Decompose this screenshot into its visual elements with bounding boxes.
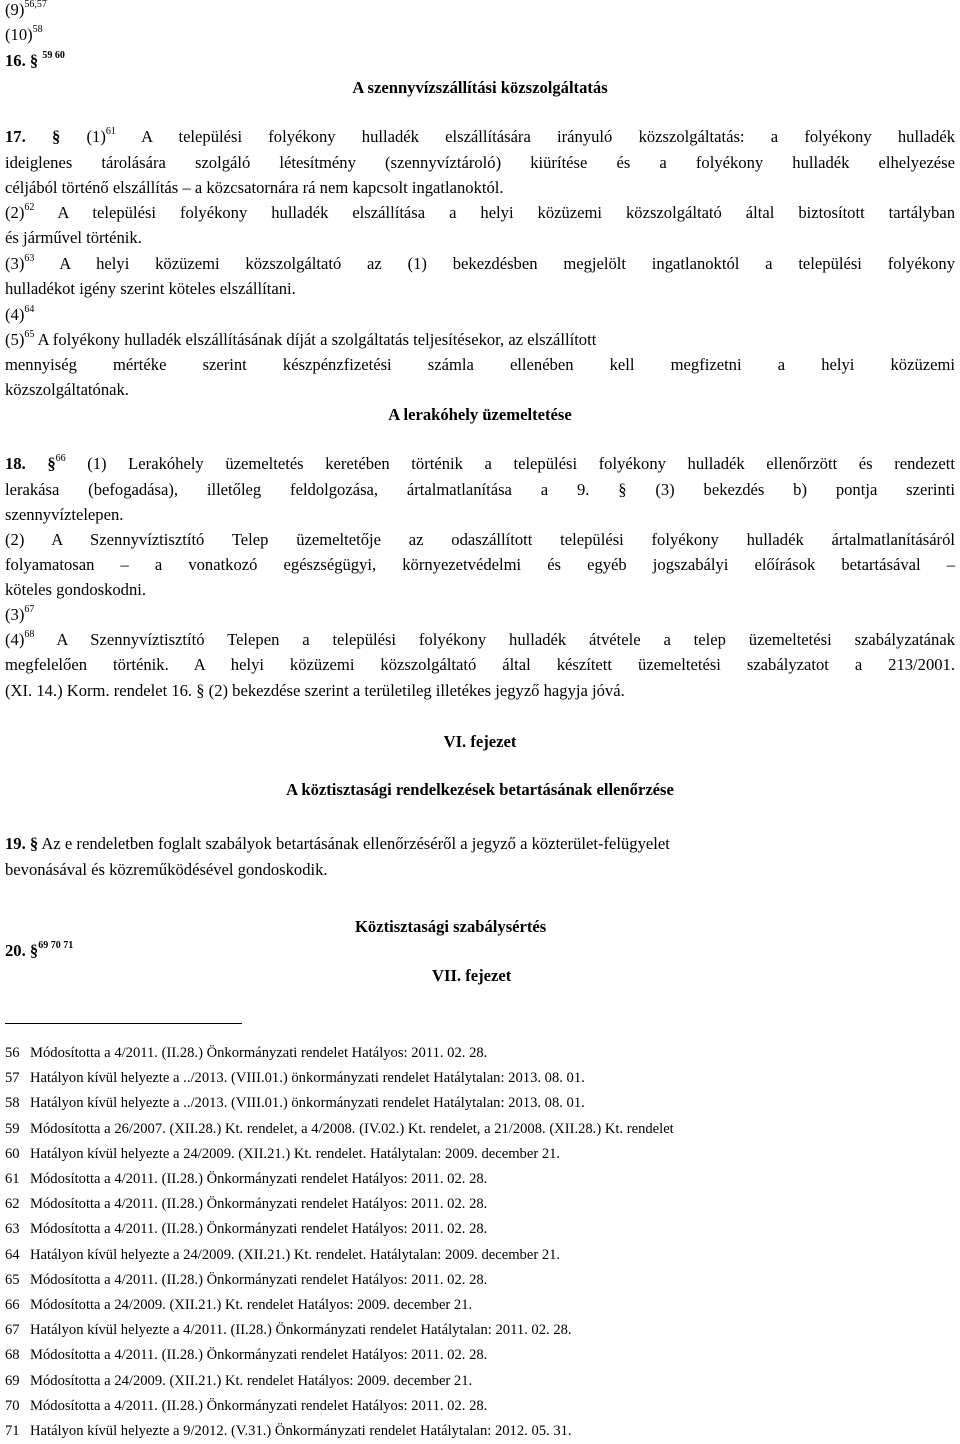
footnote-text: Hatályon kívül helyezte a 24/2009. (XII.21.) Kt. rendelet. Hatálytalan: 2009. december 21.: [30, 1145, 561, 1162]
footnote-number: 59: [5, 1120, 20, 1137]
footnote-text: Hatályon kívül helyezte a ../2013. (VIII.01.) önkormányzati rendelet Hatálytalan: 2013. 08. 01.: [30, 1095, 585, 1112]
s17-p2-line2: és járművel történik.: [5, 228, 142, 247]
footnote-item: [5, 1170, 487, 1188]
footnote-item: [5, 1372, 472, 1390]
s18-p4-line2: megfelelően történik. A helyi közüzemi közszolgáltató által készített üzemeltetési szabályzatot a 213/2001.: [5, 655, 955, 674]
footnote-text: Hatályon kívül helyezte a ../2013. (VIII.01.) önkormányzati rendelet Hatálytalan: 2013. 08. 01.: [30, 1070, 585, 1087]
section-title-kozt-szabalysertes: Köztisztasági szabálysértés: [355, 917, 547, 936]
footnote-number: 60: [5, 1145, 20, 1162]
chapter-vi-heading: VI. fejezet: [443, 732, 517, 751]
chapter-vi-title: A köztisztasági rendelkezések betartásának ellenőrzése: [286, 780, 674, 799]
footnote-item: [5, 1246, 560, 1264]
paragraph-10: $(10)^{58}$: [5, 24, 43, 44]
footnote-item: [5, 1422, 572, 1440]
footnote-text: Módosította a 24/2009. (XII.21.) Kt. rendelet Hatályos: 2009. december 21.: [30, 1297, 473, 1313]
footnote-ref[interactable]: 63: [24, 253, 35, 265]
section-18-number: 18. §: [5, 454, 56, 473]
section-title-szennyvizszallitas: A szennyvízszállítási közszolgáltatás: [352, 78, 608, 97]
s18-p1-line2: lerakása (befogadása), illetőleg feldolgozása, ártalmatlanítása a 9. § (3) bekezdés b) pontja szerinti: [5, 480, 955, 499]
chapter-vii-heading: VII. fejezet: [432, 966, 512, 985]
footnote-ref[interactable]: 69 70 71: [38, 940, 74, 952]
section-19-number: 19. §: [5, 834, 39, 853]
footnote-number: 56: [5, 1045, 20, 1061]
footnote-number: 64: [5, 1246, 20, 1263]
s18-p2-line3: köteles gondoskodni.: [5, 580, 147, 599]
footnote-text: Módosította a 4/2011. (II.28.) Önkormányzati rendelet Hatályos: 2011. 02. 28.: [30, 1347, 488, 1364]
footnote-ref[interactable]: 61: [105, 126, 116, 138]
s17-p1-line2: ideiglenes tárolására szolgáló létesítmény (szennyvíztároló) kiürítése és a folyékony hulladék elhelyezése: [5, 153, 955, 172]
s18-p4-line3: (XI. 14.) Korm. rendelet 16. § (2) bekezdése szerint a területileg illetékes jegyző hagyja jóvá.: [5, 681, 625, 700]
s17-p5-line3: közszolgáltatónak.: [5, 380, 129, 399]
footnote-text: Módosította a 4/2011. (II.28.) Önkormányzati rendelet Hatályos: 2011. 02. 28.: [30, 1045, 488, 1061]
footnote-text: Módosította a 4/2011. (II.28.) Önkormányzati rendelet Hatályos: 2011. 02. 28.: [30, 1397, 488, 1414]
s17-p3-line2: hulladékot igény szerint köteles elszállítani.: [5, 279, 296, 298]
footnote-item: [5, 1044, 487, 1062]
footnote-number: 71: [5, 1423, 20, 1439]
footnote-item: [5, 1271, 487, 1289]
s19-line2: bevonásával és közreműködésével gondoskodik.: [5, 860, 328, 879]
footnote-text: Módosította a 4/2011. (II.28.) Önkormányzati rendelet Hatályos: 2011. 02. 28.: [30, 1196, 488, 1213]
section-20: 20. §$^{69 70 71}$: [5, 940, 74, 960]
footnote-item: [5, 1220, 487, 1238]
s19-line1: 19. § Az e rendeletben foglalt szabályok betartásának ellenőrzéséről a jegyző a közterület-felügyelet: [5, 834, 670, 853]
s17-p2-line1: $(2)^{62}$ A települési folyékony hulladék elszállítása a helyi közüzemi közszolgáltató által biztosított tartályban: [5, 202, 956, 222]
paragraph-9: $(9)^{56,57}$: [5, 0, 47, 19]
footnote-ref[interactable]: 64: [24, 304, 35, 316]
footnote-number: 63: [5, 1221, 20, 1238]
footnote-item: [5, 1346, 487, 1364]
section-16: 16. § $^{59 60}$: [5, 50, 65, 70]
footnote-text: Módosította a 4/2011. (II.28.) Önkormányzati rendelet Hatályos: 2011. 02. 28.: [30, 1221, 488, 1238]
footnote-item: [5, 1145, 560, 1163]
s18-p3: $(3)^{67}$: [5, 604, 35, 624]
footnote-item: [5, 1120, 674, 1138]
s18-p4-line1: $(4)^{68}$ A Szennyvíztisztító Telepen a települési folyékony hulladék átvétele a telep üzemeltetési szabályzatának: [5, 629, 955, 649]
footnote-ref[interactable]: 66: [55, 453, 66, 465]
s17-p5-line1: $(5)^{65}$ A folyékony hulladék elszállításának díját a szolgáltatás teljesítésekor, az elszállított: [5, 329, 597, 349]
footnote-ref[interactable]: 58: [32, 24, 43, 36]
footnote-number: 67: [5, 1322, 20, 1339]
footnote-text: Módosította a 26/2007. (XII.28.) Kt. rendelet, a 4/2008. (IV.02.) Kt. rendelet, a 21/2008. (XII.28.) Kt. rendelet: [30, 1120, 674, 1137]
footnote-separator: [5, 1023, 242, 1024]
footnote-number: 66: [5, 1297, 20, 1313]
footnote-item: [5, 1321, 572, 1339]
footnote-item: [5, 1397, 487, 1415]
footnote-number: 58: [5, 1095, 20, 1112]
footnote-item: [5, 1069, 585, 1087]
footnote-item: [5, 1094, 585, 1112]
s17-p1-line1: 17. § $(1)^{61}$ A települési folyékony hulladék elszállítására irányuló közszolgáltatás: a folyékony hulladék: [5, 126, 955, 146]
section-title-lerakohely: A lerakóhely üzemeltetése: [388, 405, 572, 424]
s17-p3-line1: $(3)^{63}$ A helyi közüzemi közszolgáltató az (1) bekezdésben megjelölt ingatlanoktól a települési folyékony: [5, 253, 955, 273]
s18-p1-line3: szennyvíztelepen.: [5, 505, 124, 524]
footnote-text: Hatályon kívül helyezte a 4/2011. (II.28.) Önkormányzati rendelet Hatálytalan: 2011. 02. 28.: [30, 1322, 572, 1339]
footnote-ref[interactable]: 65: [24, 329, 35, 341]
s17-p1-line3: céljából történő elszállítás – a közcsatornára rá nem kapcsolt ingatlanoktól.: [5, 178, 504, 197]
footnote-text: Módosította a 4/2011. (II.28.) Önkormányzati rendelet Hatályos: 2011. 02. 28.: [30, 1171, 488, 1187]
s17-p5-line2: mennyiség mértéke szerint készpénzfizetési számla ellenében kell megfizetni a helyi közüzemi: [5, 355, 955, 374]
footnote-number: 62: [5, 1196, 20, 1213]
footnote-text: Hatályon kívül helyezte a 24/2009. (XII.21.) Kt. rendelet. Hatálytalan: 2009. december 21.: [30, 1246, 561, 1263]
section-17-number: 17. §: [5, 127, 61, 146]
footnote-text: Módosította a 24/2009. (XII.21.) Kt. rendelet Hatályos: 2009. december 21.: [30, 1372, 473, 1389]
footnote-item: [5, 1195, 487, 1213]
footnote-number: 65: [5, 1271, 20, 1288]
footnote-ref[interactable]: 68: [24, 629, 35, 641]
footnote-text: Hatályon kívül helyezte a 9/2012. (V.31.) Önkormányzati rendelet Hatálytalan: 2012. 05. 31.: [30, 1423, 572, 1439]
footnote-ref[interactable]: 67: [24, 604, 35, 616]
footnote-number: 69: [5, 1372, 20, 1389]
s18-p1-line1: 18. §$^{66}$ (1) Lerakóhely üzemeltetés keretében történik a települési folyékony hulladék ellenőrzött és rendezett: [5, 453, 956, 473]
footnote-ref[interactable]: 59 60: [42, 50, 65, 62]
footnote-number: 61: [5, 1171, 20, 1187]
footnote-number: 68: [5, 1347, 20, 1364]
footnote-text: Módosította a 4/2011. (II.28.) Önkormányzati rendelet Hatályos: 2011. 02. 28.: [30, 1271, 488, 1288]
s18-p2-line1: (2) A Szennyvíztisztító Telep üzemeltetője az odaszállított települési folyékony hulladék ártalmatlanításáról: [5, 530, 955, 549]
footnote-ref[interactable]: 56,57: [24, 0, 47, 11]
footnote-number: 57: [5, 1070, 20, 1087]
s18-p2-line2: folyamatosan – a vonatkozó egészségügyi, környezetvédelmi és egyéb jogszabályi előírások betartásával –: [5, 555, 955, 574]
footnote-ref[interactable]: 62: [24, 202, 35, 214]
footnote-item: [5, 1296, 472, 1314]
s17-p4: $(4)^{64}$: [5, 304, 35, 324]
footnote-number: 70: [5, 1397, 20, 1414]
